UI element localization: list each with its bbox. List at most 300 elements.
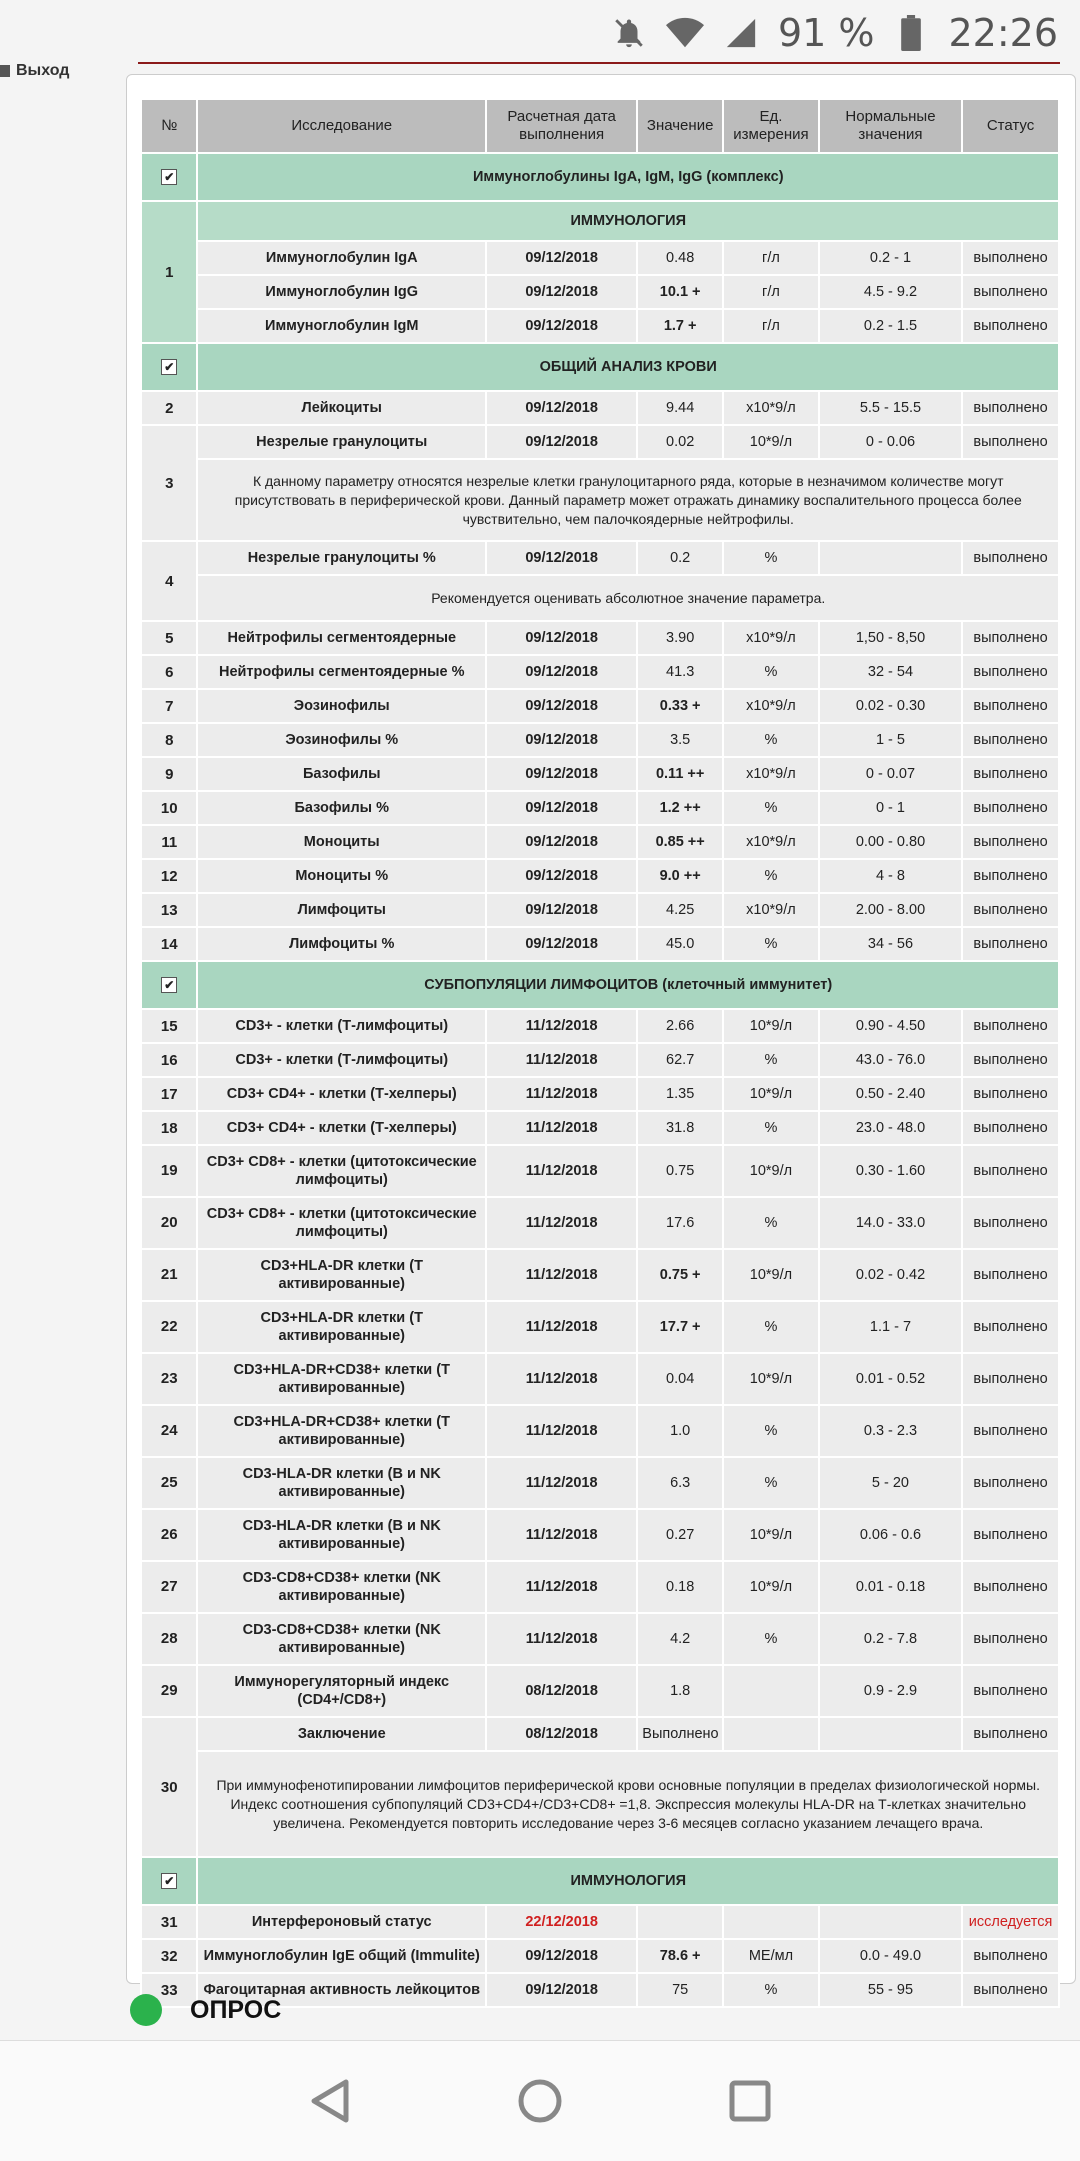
checkbox-icon[interactable]: ✔ bbox=[161, 1873, 177, 1889]
table-row bbox=[141, 241, 1059, 275]
result-value: 0.18 bbox=[637, 1561, 723, 1613]
unit: x10*9/л bbox=[723, 893, 819, 927]
study-name: Нейтрофилы сегментоядерные % bbox=[197, 655, 486, 689]
normal-range: 4 - 8 bbox=[819, 859, 962, 893]
row-number: 33 bbox=[141, 1973, 197, 2007]
normal-range bbox=[819, 1717, 962, 1751]
status: выполнено bbox=[962, 391, 1059, 425]
status: выполнено bbox=[962, 541, 1059, 575]
result-value: 41.3 bbox=[637, 655, 723, 689]
due-date: 09/12/2018 bbox=[486, 1939, 637, 1973]
result-value: 3.90 bbox=[637, 621, 723, 655]
unit: % bbox=[723, 1111, 819, 1145]
result-value bbox=[637, 1905, 723, 1939]
study-name: CD3+HLA-DR+CD38+ клетки (Т активированные) bbox=[197, 1405, 486, 1457]
table-row bbox=[141, 309, 1059, 343]
group-row bbox=[141, 1857, 1059, 1905]
status: выполнено bbox=[962, 275, 1059, 309]
navigation-bar bbox=[0, 2040, 1080, 2161]
status: выполнено bbox=[962, 425, 1059, 459]
table-row bbox=[141, 621, 1059, 655]
result-value: 4.2 bbox=[637, 1613, 723, 1665]
due-date: 11/12/2018 bbox=[486, 1509, 637, 1561]
normal-range: 2.00 - 8.00 bbox=[819, 893, 962, 927]
due-date: 11/12/2018 bbox=[486, 1111, 637, 1145]
row-number: 6 bbox=[141, 655, 197, 689]
status: выполнено bbox=[962, 723, 1059, 757]
battery-icon bbox=[892, 14, 930, 52]
result-value: 0.02 bbox=[637, 425, 723, 459]
header-value: Значение bbox=[637, 99, 723, 153]
row-number: 25 bbox=[141, 1457, 197, 1509]
unit: г/л bbox=[723, 275, 819, 309]
normal-range: 1 - 5 bbox=[819, 723, 962, 757]
header-study: Исследование bbox=[197, 99, 486, 153]
row-number: 12 bbox=[141, 859, 197, 893]
due-date: 11/12/2018 bbox=[486, 1613, 637, 1665]
status: выполнено bbox=[962, 1973, 1059, 2007]
result-value: 75 bbox=[637, 1973, 723, 2007]
row-number: 4 bbox=[141, 541, 197, 621]
logout-icon bbox=[0, 65, 10, 77]
row-number: 20 bbox=[141, 1197, 197, 1249]
table-row bbox=[141, 1145, 1059, 1197]
status: выполнено bbox=[962, 241, 1059, 275]
due-date: 22/12/2018 bbox=[486, 1905, 637, 1939]
result-value: 78.6 + bbox=[637, 1939, 723, 1973]
status: выполнено bbox=[962, 689, 1059, 723]
note-text: К данному параметру относятся незрелые клетки гранулоцитарного ряда, которые в незначимом количестве могут присутствовать в периферической крови. Данный параметр может отражать динамику воспалительного процесса более чувствительно, чем палочкоядерные нейтрофилы. bbox=[197, 459, 1059, 541]
status: выполнено bbox=[962, 1405, 1059, 1457]
unit: МЕ/мл bbox=[723, 1939, 819, 1973]
unit: % bbox=[723, 927, 819, 961]
study-name: CD3+ CD8+ - клетки (цитотоксические лимфоциты) bbox=[197, 1145, 486, 1197]
result-value: 0.75 + bbox=[637, 1249, 723, 1301]
normal-range: 0.02 - 0.30 bbox=[819, 689, 962, 723]
unit: 10*9/л bbox=[723, 1145, 819, 1197]
group-row bbox=[141, 343, 1059, 391]
unit: % bbox=[723, 1613, 819, 1665]
study-name: CD3+HLA-DR клетки (Т активированные) bbox=[197, 1301, 486, 1353]
status: выполнено bbox=[962, 621, 1059, 655]
study-name: Нейтрофилы сегментоядерные bbox=[197, 621, 486, 655]
unit: 10*9/л bbox=[723, 1077, 819, 1111]
study-name: Моноциты bbox=[197, 825, 486, 859]
due-date: 09/12/2018 bbox=[486, 791, 637, 825]
table-row bbox=[141, 1561, 1059, 1613]
result-value: 6.3 bbox=[637, 1457, 723, 1509]
normal-range: 34 - 56 bbox=[819, 927, 962, 961]
table-row bbox=[141, 425, 1059, 459]
unit: % bbox=[723, 859, 819, 893]
study-name: Незрелые гранулоциты % bbox=[197, 541, 486, 575]
unit: 10*9/л bbox=[723, 1009, 819, 1043]
study-name: CD3+ CD4+ - клетки (Т-хелперы) bbox=[197, 1111, 486, 1145]
normal-range: 0.3 - 2.3 bbox=[819, 1405, 962, 1457]
result-value: 10.1 + bbox=[637, 275, 723, 309]
study-name: CD3+ - клетки (Т-лимфоциты) bbox=[197, 1043, 486, 1077]
row-number: 24 bbox=[141, 1405, 197, 1457]
normal-range: 0 - 0.07 bbox=[819, 757, 962, 791]
row-number: 2 bbox=[141, 391, 197, 425]
unit: 10*9/л bbox=[723, 1509, 819, 1561]
group-checkbox-cell bbox=[141, 153, 197, 201]
unit: % bbox=[723, 1457, 819, 1509]
result-value: 0.85 ++ bbox=[637, 825, 723, 859]
unit: x10*9/л bbox=[723, 391, 819, 425]
normal-range: 0.9 - 2.9 bbox=[819, 1665, 962, 1717]
results-body bbox=[141, 153, 1059, 2007]
due-date: 11/12/2018 bbox=[486, 1009, 637, 1043]
group-title: Иммуноглобулины IgA, IgM, IgG (комплекс) bbox=[197, 153, 1059, 201]
survey-link[interactable] bbox=[130, 1994, 281, 2026]
study-name: CD3+HLA-DR+CD38+ клетки (Т активированные) bbox=[197, 1353, 486, 1405]
result-value: 2.66 bbox=[637, 1009, 723, 1043]
subgroup-title: ИММУНОЛОГИЯ bbox=[197, 201, 1059, 241]
study-name: Лейкоциты bbox=[197, 391, 486, 425]
row-number: 3 bbox=[141, 425, 197, 541]
row-number: 17 bbox=[141, 1077, 197, 1111]
table-row bbox=[141, 1509, 1059, 1561]
table-row bbox=[141, 689, 1059, 723]
checkbox-icon[interactable]: ✔ bbox=[161, 169, 177, 185]
study-name: Базофилы bbox=[197, 757, 486, 791]
status-bar bbox=[0, 0, 1080, 66]
unit bbox=[723, 1665, 819, 1717]
study-name: Интерфероновый статус bbox=[197, 1905, 486, 1939]
due-date: 09/12/2018 bbox=[486, 309, 637, 343]
group-title: СУБПОПУЛЯЦИИ ЛИМФОЦИТОВ (клеточный иммунитет) bbox=[197, 961, 1059, 1009]
normal-range: 1.1 - 7 bbox=[819, 1301, 962, 1353]
table-row bbox=[141, 1613, 1059, 1665]
normal-range: 4.5 - 9.2 bbox=[819, 275, 962, 309]
normal-range: 0.2 - 7.8 bbox=[819, 1613, 962, 1665]
row-number: 26 bbox=[141, 1509, 197, 1561]
unit: 10*9/л bbox=[723, 1561, 819, 1613]
due-date: 09/12/2018 bbox=[486, 621, 637, 655]
study-name: Иммуноглобулин IgG bbox=[197, 275, 486, 309]
study-name: CD3-HLA-DR клетки (В и NK активированные) bbox=[197, 1457, 486, 1509]
row-number: 10 bbox=[141, 791, 197, 825]
results-table bbox=[140, 98, 1060, 2008]
header-unit: Ед. измерения bbox=[723, 99, 819, 153]
table-row bbox=[141, 1717, 1059, 1751]
result-value: 0.27 bbox=[637, 1509, 723, 1561]
result-value: 31.8 bbox=[637, 1111, 723, 1145]
normal-range: 0.30 - 1.60 bbox=[819, 1145, 962, 1197]
chat-bubble-icon bbox=[130, 1994, 162, 2026]
study-name: Лимфоциты bbox=[197, 893, 486, 927]
normal-range: 0.90 - 4.50 bbox=[819, 1009, 962, 1043]
table-row bbox=[141, 1457, 1059, 1509]
unit: x10*9/л bbox=[723, 689, 819, 723]
checkbox-icon[interactable]: ✔ bbox=[161, 359, 177, 375]
logout-label: Выход bbox=[16, 62, 70, 79]
study-name: Иммуноглобулин IgA bbox=[197, 241, 486, 275]
result-value: 1.0 bbox=[637, 1405, 723, 1457]
header-divider bbox=[138, 62, 1060, 64]
due-date: 11/12/2018 bbox=[486, 1043, 637, 1077]
group-row bbox=[141, 961, 1059, 1009]
study-name: Заключение bbox=[197, 1717, 486, 1751]
result-value: 0.33 + bbox=[637, 689, 723, 723]
status: выполнено bbox=[962, 825, 1059, 859]
unit bbox=[723, 1717, 819, 1751]
logout-link[interactable] bbox=[0, 62, 69, 80]
normal-range: 1,50 - 8,50 bbox=[819, 621, 962, 655]
signal-icon bbox=[722, 14, 760, 52]
normal-range: 0.01 - 0.18 bbox=[819, 1561, 962, 1613]
unit: 10*9/л bbox=[723, 1249, 819, 1301]
normal-range: 0.00 - 0.80 bbox=[819, 825, 962, 859]
normal-range: 32 - 54 bbox=[819, 655, 962, 689]
note-text: При иммунофенотипировании лимфоцитов периферической крови основные популяции в пределах физиологической нормы. Индекс соотношения субпопуляций CD3+CD4+/CD3+CD8+ =1,8. Экспрессия молекулы HLA-DR на Т-клетках значительно увеличена. Рекомендуется повторить исследование через 3-6 месяцев согласно указанием лечащего врача. bbox=[197, 1751, 1059, 1857]
table-row bbox=[141, 1353, 1059, 1405]
due-date: 11/12/2018 bbox=[486, 1077, 637, 1111]
unit: x10*9/л bbox=[723, 825, 819, 859]
status: выполнено bbox=[962, 1145, 1059, 1197]
table-row bbox=[141, 1009, 1059, 1043]
row-number: 11 bbox=[141, 825, 197, 859]
checkbox-icon[interactable]: ✔ bbox=[161, 977, 177, 993]
due-date: 08/12/2018 bbox=[486, 1717, 637, 1751]
battery-percent: 91 % bbox=[777, 11, 875, 55]
row-number: 31 bbox=[141, 1905, 197, 1939]
status: исследуется bbox=[962, 1905, 1059, 1939]
status: выполнено bbox=[962, 1509, 1059, 1561]
normal-range: 23.0 - 48.0 bbox=[819, 1111, 962, 1145]
unit: % bbox=[723, 723, 819, 757]
table-row bbox=[141, 927, 1059, 961]
unit: % bbox=[723, 1197, 819, 1249]
normal-range bbox=[819, 541, 962, 575]
status: выполнено bbox=[962, 1111, 1059, 1145]
normal-range: 0.06 - 0.6 bbox=[819, 1509, 962, 1561]
study-name: Эозинофилы bbox=[197, 689, 486, 723]
table-header-row bbox=[141, 99, 1059, 153]
table-row bbox=[141, 1939, 1059, 1973]
study-name: Иммуноглобулин IgM bbox=[197, 309, 486, 343]
result-value: 4.25 bbox=[637, 893, 723, 927]
header-status: Статус bbox=[962, 99, 1059, 153]
row-number: 32 bbox=[141, 1939, 197, 1973]
status: выполнено bbox=[962, 1077, 1059, 1111]
status: выполнено bbox=[962, 1249, 1059, 1301]
note-row bbox=[141, 1751, 1059, 1857]
table-row bbox=[141, 1249, 1059, 1301]
row-number: 19 bbox=[141, 1145, 197, 1197]
study-name: Иммуноглобулин IgE общий (Immulite) bbox=[197, 1939, 486, 1973]
unit: x10*9/л bbox=[723, 757, 819, 791]
result-value: 17.6 bbox=[637, 1197, 723, 1249]
recents-icon[interactable] bbox=[725, 2076, 775, 2126]
unit: 10*9/л bbox=[723, 1353, 819, 1405]
row-number: 16 bbox=[141, 1043, 197, 1077]
row-number: 29 bbox=[141, 1665, 197, 1717]
study-name: CD3-HLA-DR клетки (В и NK активированные) bbox=[197, 1509, 486, 1561]
status: выполнено bbox=[962, 1717, 1059, 1751]
table-row bbox=[141, 1111, 1059, 1145]
group-title: ОБЩИЙ АНАЛИЗ КРОВИ bbox=[197, 343, 1059, 391]
row-number: 23 bbox=[141, 1353, 197, 1405]
unit bbox=[723, 1905, 819, 1939]
subgroup-row bbox=[141, 201, 1059, 241]
note-row bbox=[141, 575, 1059, 621]
row-number: 30 bbox=[141, 1717, 197, 1857]
table-row bbox=[141, 791, 1059, 825]
due-date: 09/12/2018 bbox=[486, 927, 637, 961]
due-date: 09/12/2018 bbox=[486, 391, 637, 425]
result-value: 0.48 bbox=[637, 241, 723, 275]
normal-range: 14.0 - 33.0 bbox=[819, 1197, 962, 1249]
study-name: Незрелые гранулоциты bbox=[197, 425, 486, 459]
unit: % bbox=[723, 1043, 819, 1077]
result-value: 1.35 bbox=[637, 1077, 723, 1111]
unit: % bbox=[723, 791, 819, 825]
study-name: CD3+ - клетки (Т-лимфоциты) bbox=[197, 1009, 486, 1043]
due-date: 09/12/2018 bbox=[486, 689, 637, 723]
header-date: Расчетная дата выполнения bbox=[486, 99, 637, 153]
row-number: 14 bbox=[141, 927, 197, 961]
status: выполнено bbox=[962, 1665, 1059, 1717]
result-value: Выполнено bbox=[637, 1717, 723, 1751]
row-number: 7 bbox=[141, 689, 197, 723]
group-row bbox=[141, 153, 1059, 201]
unit: % bbox=[723, 655, 819, 689]
due-date: 08/12/2018 bbox=[486, 1665, 637, 1717]
row-number: 13 bbox=[141, 893, 197, 927]
normal-range: 0.02 - 0.42 bbox=[819, 1249, 962, 1301]
normal-range: 0.0 - 49.0 bbox=[819, 1939, 962, 1973]
row-number: 27 bbox=[141, 1561, 197, 1613]
normal-range: 0.50 - 2.40 bbox=[819, 1077, 962, 1111]
unit: % bbox=[723, 541, 819, 575]
clock: 22:26 bbox=[948, 11, 1058, 55]
home-icon[interactable] bbox=[515, 2076, 565, 2126]
normal-range: 0 - 1 bbox=[819, 791, 962, 825]
due-date: 11/12/2018 bbox=[486, 1249, 637, 1301]
normal-range: 5 - 20 bbox=[819, 1457, 962, 1509]
status: выполнено bbox=[962, 757, 1059, 791]
unit: % bbox=[723, 1405, 819, 1457]
status: выполнено bbox=[962, 309, 1059, 343]
result-value: 9.44 bbox=[637, 391, 723, 425]
due-date: 11/12/2018 bbox=[486, 1561, 637, 1613]
result-value: 0.75 bbox=[637, 1145, 723, 1197]
study-name: Иммунорегуляторный индекс (CD4+/CD8+) bbox=[197, 1665, 486, 1717]
status: выполнено bbox=[962, 1043, 1059, 1077]
result-value: 17.7 + bbox=[637, 1301, 723, 1353]
status: выполнено bbox=[962, 1197, 1059, 1249]
table-row bbox=[141, 275, 1059, 309]
wifi-icon bbox=[666, 14, 704, 52]
status: выполнено bbox=[962, 859, 1059, 893]
status: выполнено bbox=[962, 791, 1059, 825]
result-value: 9.0 ++ bbox=[637, 859, 723, 893]
due-date: 09/12/2018 bbox=[486, 541, 637, 575]
study-name: Базофилы % bbox=[197, 791, 486, 825]
result-value: 0.2 bbox=[637, 541, 723, 575]
unit: % bbox=[723, 1301, 819, 1353]
status: выполнено bbox=[962, 893, 1059, 927]
group-checkbox-cell bbox=[141, 343, 197, 391]
table-row bbox=[141, 541, 1059, 575]
status: выполнено bbox=[962, 655, 1059, 689]
table-row bbox=[141, 1665, 1059, 1717]
normal-range: 5.5 - 15.5 bbox=[819, 391, 962, 425]
study-name: CD3+ CD8+ - клетки (цитотоксические лимфоциты) bbox=[197, 1197, 486, 1249]
note-row bbox=[141, 459, 1059, 541]
due-date: 11/12/2018 bbox=[486, 1353, 637, 1405]
table-row bbox=[141, 1043, 1059, 1077]
study-name: CD3-CD8+CD38+ клетки (NK активированные) bbox=[197, 1561, 486, 1613]
status: выполнено bbox=[962, 1561, 1059, 1613]
row-number: 1 bbox=[141, 201, 197, 343]
row-number: 22 bbox=[141, 1301, 197, 1353]
table-row bbox=[141, 391, 1059, 425]
unit: x10*9/л bbox=[723, 621, 819, 655]
row-number: 21 bbox=[141, 1249, 197, 1301]
due-date: 11/12/2018 bbox=[486, 1301, 637, 1353]
status: выполнено bbox=[962, 1939, 1059, 1973]
due-date: 09/12/2018 bbox=[486, 1973, 637, 2007]
group-checkbox-cell bbox=[141, 1857, 197, 1905]
result-value: 62.7 bbox=[637, 1043, 723, 1077]
study-name: CD3-CD8+CD38+ клетки (NK активированные) bbox=[197, 1613, 486, 1665]
status: выполнено bbox=[962, 927, 1059, 961]
due-date: 09/12/2018 bbox=[486, 757, 637, 791]
status: выполнено bbox=[962, 1613, 1059, 1665]
result-value: 1.7 + bbox=[637, 309, 723, 343]
group-checkbox-cell bbox=[141, 961, 197, 1009]
normal-range bbox=[819, 1905, 962, 1939]
study-name: CD3+HLA-DR клетки (Т активированные) bbox=[197, 1249, 486, 1301]
result-value: 0.04 bbox=[637, 1353, 723, 1405]
table-row bbox=[141, 1197, 1059, 1249]
result-value: 45.0 bbox=[637, 927, 723, 961]
header-num: № bbox=[141, 99, 197, 153]
result-value: 1.2 ++ bbox=[637, 791, 723, 825]
table-row bbox=[141, 859, 1059, 893]
due-date: 09/12/2018 bbox=[486, 723, 637, 757]
back-icon[interactable] bbox=[305, 2076, 355, 2126]
study-name: Эозинофилы % bbox=[197, 723, 486, 757]
row-number: 28 bbox=[141, 1613, 197, 1665]
due-date: 09/12/2018 bbox=[486, 655, 637, 689]
study-name: Фагоцитарная активность лейкоцитов bbox=[197, 1973, 486, 2007]
table-row bbox=[141, 1077, 1059, 1111]
unit: г/л bbox=[723, 309, 819, 343]
mute-bell-icon bbox=[610, 14, 648, 52]
table-row bbox=[141, 757, 1059, 791]
header-norm: Нормальные значения bbox=[819, 99, 962, 153]
table-row bbox=[141, 1405, 1059, 1457]
normal-range: 43.0 - 76.0 bbox=[819, 1043, 962, 1077]
due-date: 09/12/2018 bbox=[486, 893, 637, 927]
status: выполнено bbox=[962, 1457, 1059, 1509]
table-row bbox=[141, 825, 1059, 859]
row-number: 18 bbox=[141, 1111, 197, 1145]
result-value: 1.8 bbox=[637, 1665, 723, 1717]
survey-label: ОПРОС bbox=[190, 1995, 282, 2024]
unit: 10*9/л bbox=[723, 425, 819, 459]
due-date: 11/12/2018 bbox=[486, 1145, 637, 1197]
row-number: 9 bbox=[141, 757, 197, 791]
table-row bbox=[141, 1905, 1059, 1939]
table-row bbox=[141, 893, 1059, 927]
due-date: 09/12/2018 bbox=[486, 825, 637, 859]
study-name: CD3+ CD4+ - клетки (Т-хелперы) bbox=[197, 1077, 486, 1111]
